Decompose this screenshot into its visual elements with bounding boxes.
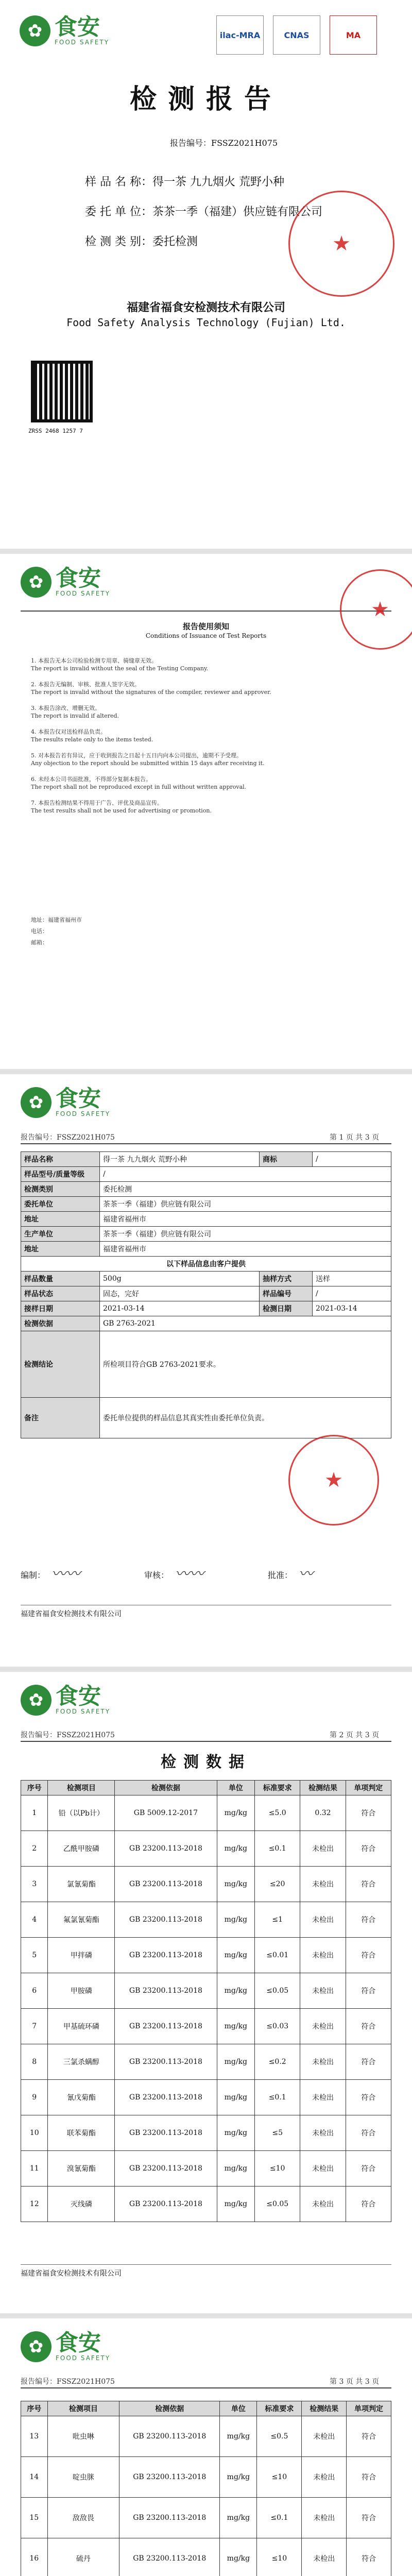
table-header-cell: 单项判定 — [347, 2401, 391, 2416]
table-cell: mg/kg — [217, 2151, 254, 2187]
test-data-title: 检测数据 — [161, 1753, 251, 1771]
table-cell: mg/kg — [217, 1902, 254, 1938]
table-cell: 符合 — [347, 2457, 391, 2498]
table-header-cell: 检测依据 — [119, 2401, 220, 2416]
table-header-cell: 单位 — [217, 1781, 254, 1795]
table-cell: mg/kg — [217, 1973, 254, 2009]
table-cell: 未检出 — [300, 2187, 346, 2222]
report-number: 报告编号：FSSZ2021H075 — [170, 138, 278, 148]
logo-mark-icon: ✿ — [21, 567, 52, 598]
table-cell: 吡虫啉 — [47, 2416, 119, 2457]
table-cell: 1 — [21, 1795, 48, 1831]
table-cell: ≤0.05 — [255, 1973, 300, 2009]
page-number: 第 2 页 共 3 页 — [330, 1731, 380, 1739]
table-cell: 甲胺磷 — [48, 1973, 115, 2009]
table-cell: ≤0.1 — [255, 1831, 300, 1867]
page-logo: ✿ 食安 FOOD SAFETY — [21, 1685, 110, 1716]
logo-mark-icon: ✿ — [21, 1087, 52, 1118]
table-cell: GB 23200.113-2018 — [115, 1973, 217, 2009]
table-cell: mg/kg — [220, 2457, 257, 2498]
table-cell: GB 23200.113-2018 — [115, 2151, 217, 2187]
table-cell: GB 23200.113-2018 — [115, 1831, 217, 1867]
table-cell: 甲基硫环磷 — [48, 2009, 115, 2044]
table-cell: 氟氯氰菊酯 — [48, 1902, 115, 1938]
table-cell: 符合 — [346, 1795, 391, 1831]
table-cell: 未检出 — [302, 2538, 347, 2576]
notice-contact: 地址：福建省福州市 电话： 邮箱： — [31, 917, 82, 946]
cover-page — [0, 0, 412, 549]
notice-title-en: Conditions of Issuance of Test Reports — [145, 632, 267, 639]
table-cell: 氰戊菊酯 — [48, 2080, 115, 2115]
table-cell: 铅（以Pb计） — [48, 1795, 115, 1831]
table-header-cell: 标准要求 — [255, 1781, 300, 1795]
table-header-cell: 检测项目 — [47, 2401, 119, 2416]
test-data-table — [21, 1780, 391, 2222]
table-cell: 未检出 — [300, 2151, 346, 2187]
test-data-page — [0, 1672, 412, 2313]
table-cell: 符合 — [347, 2416, 391, 2457]
table-cell: ≤0.01 — [255, 1938, 300, 1973]
table-cell: ≤20 — [255, 1867, 300, 1902]
page-report-number: 报告编号：FSSZ2021H075 — [21, 2378, 115, 2386]
table-cell: mg/kg — [220, 2538, 257, 2576]
page-report-number: 报告编号：FSSZ2021H075 — [21, 1731, 115, 1739]
table-cell: 敌敌畏 — [47, 2498, 119, 2538]
sample-info-page — [0, 1074, 412, 1667]
table-row — [21, 2538, 391, 2576]
cnas-badge: CNAS — [273, 15, 320, 55]
table-header-cell: 标准要求 — [257, 2401, 302, 2416]
table-cell: ≤0.05 — [255, 2187, 300, 2222]
table-cell: 8 — [21, 2044, 48, 2080]
table-cell: GB 23200.113-2018 — [115, 2115, 217, 2151]
signature-compile-handwriting: 〰〰 — [52, 1565, 81, 1582]
table-row — [21, 2498, 391, 2538]
table-cell: 未检出 — [300, 1902, 346, 1938]
table-cell: 符合 — [346, 1831, 391, 1867]
sample-table: 样品名称 得一茶 九九烟火 荒野小种 商标 / 样品型号/质量等级 / 检测类别 委托检测 委托单位 茶茶一季（福建）供应链有限公司 地址 福建省福州市 生产单位 茶茶一季（福建）供应链有限公司 地址 福建省福州市 以下样品信息由客户提供 样品数量 500g 抽样方式 送样 样品状态 固态，完好 样品编号 / 接样日期 2021-03-14 检测日期 2021-03-14 检测依据 GB 2763-2021 检测结论 所检项目符合GB 2763-2021要求。 备注 委托单位提供的样品信息其真实性由委托单位负责。 — [21, 1151, 391, 1438]
ilac-mra-badge: ilac-MRA — [216, 15, 264, 55]
table-cell: 符合 — [346, 1973, 391, 2009]
table-cell: ≤5 — [255, 2115, 300, 2151]
table-cell: 未检出 — [300, 2115, 346, 2151]
table-cell: 13 — [21, 2416, 48, 2457]
table-cell: ≤0.1 — [257, 2498, 302, 2538]
table-cell: GB 23200.113-2018 — [119, 2416, 220, 2457]
table-cell: GB 23200.113-2018 — [115, 1938, 217, 1973]
table-cell: mg/kg — [217, 1938, 254, 1973]
table-cell: 啶虫脒 — [47, 2457, 119, 2498]
table-cell: ≤0.1 — [255, 2080, 300, 2115]
table-cell: 未检出 — [300, 2044, 346, 2080]
table-row — [21, 2457, 391, 2498]
signature-compile: 编制： — [21, 1570, 46, 1580]
table-row — [21, 2115, 391, 2151]
table-cell: 11 — [21, 2151, 48, 2187]
table-header-cell: 序号 — [21, 1781, 48, 1795]
table-cell: 未检出 — [302, 2498, 347, 2538]
table-cell: 符合 — [346, 2151, 391, 2187]
table-cell: mg/kg — [217, 2080, 254, 2115]
table-cell: mg/kg — [217, 2009, 254, 2044]
table-cell: GB 23200.113-2018 — [119, 2498, 220, 2538]
table-cell: 三氯杀螨醇 — [48, 2044, 115, 2080]
notice-body: 1. 本报告无本公司检验检测专用章、骑缝章无效。 The report is invalid without the seal of the Testing Company. 2. 本报告无编制、审核、批准人签字无效。 The report is invalid without the signatures of the compiler, reviewer and approver. 3. 本报告涂改、增删无效。 The report is invalid if altered. 4. 本报告仅对送检样品负责。 The results relate only to the items tested. 5. 对本报告若有异议，应于收到报告之日起十五日内向本公司提出，逾期不予受理。 Any objection to the report should be submitted within 15 days after receiving it. 6. 未经本公司书面批准，不得部分复制本报告。 The report shall not be reproduced except in full without written approval. 7. 本报告检测结果不得用于广告、评优及商品宣传。 The test results shall not be used for advertising or promotion. — [31, 657, 271, 814]
table-cell: 未检出 — [300, 1831, 346, 1867]
table-cell: 符合 — [346, 2115, 391, 2151]
table-cell: mg/kg — [217, 1831, 254, 1867]
table-cell: 未检出 — [302, 2457, 347, 2498]
test-data-page-2 — [0, 2318, 412, 2576]
qr-caption: ZRSS 2468 1257 7 — [28, 428, 83, 434]
table-cell: 未检出 — [300, 2080, 346, 2115]
table-cell: 4 — [21, 1902, 48, 1938]
table-row — [21, 1973, 391, 2009]
table-cell: 10 — [21, 2115, 48, 2151]
table-cell: mg/kg — [220, 2416, 257, 2457]
table-cell: 乙酰甲胺磷 — [48, 1831, 115, 1867]
table-cell: 0.32 — [300, 1795, 346, 1831]
table-row — [21, 2416, 391, 2457]
table-row — [21, 1831, 391, 1867]
table-cell: mg/kg — [217, 2115, 254, 2151]
report-title: 检测报告 — [129, 84, 282, 115]
table-row — [21, 1938, 391, 1973]
table-header-cell: 序号 — [21, 2401, 48, 2416]
table-cell: 符合 — [347, 2498, 391, 2538]
table-cell: 6 — [21, 1973, 48, 2009]
cma-badge: MA — [330, 15, 377, 55]
table-cell: 14 — [21, 2457, 48, 2498]
sample-name-field: 样 品 名 称：得一茶 九九烟火 荒野小种 — [85, 176, 284, 189]
table-row — [21, 2151, 391, 2187]
notice-page — [0, 554, 412, 1069]
table-cell: mg/kg — [217, 2187, 254, 2222]
table-cell: 2 — [21, 1831, 48, 1867]
page-footer: 福建省福食安检测技术有限公司 — [21, 1605, 391, 1619]
org-name-cn: 福建省福食安检测技术有限公司 — [126, 301, 285, 314]
table-cell: mg/kg — [217, 1795, 254, 1831]
table-cell: 16 — [21, 2538, 48, 2576]
table-cell: GB 5009.12-2017 — [115, 1795, 217, 1831]
table-cell: 联苯菊酯 — [48, 2115, 115, 2151]
table-cell: 符合 — [347, 2538, 391, 2576]
table-cell: 符合 — [346, 1867, 391, 1902]
table-row — [21, 2080, 391, 2115]
table-cell: mg/kg — [217, 2044, 254, 2080]
table-header-cell: 检测结果 — [300, 1781, 346, 1795]
table-row — [21, 1902, 391, 1938]
test-type-field: 检 测 类 别：委托检测 — [85, 235, 198, 248]
page-logo: ✿ 食安 FOOD SAFETY — [21, 2331, 110, 2362]
table-cell: GB 23200.113-2018 — [115, 2044, 217, 2080]
table-cell: 甲拌磷 — [48, 1938, 115, 1973]
table-cell: GB 23200.113-2018 — [115, 2009, 217, 2044]
table-cell: 未检出 — [300, 2009, 346, 2044]
page-number: 第 1 页 共 3 页 — [330, 1133, 380, 1142]
table-cell: mg/kg — [217, 1867, 254, 1902]
table-cell: 未检出 — [302, 2416, 347, 2457]
table-cell: 3 — [21, 1867, 48, 1902]
table-header-cell: 检测结果 — [302, 2401, 347, 2416]
logo-mark-icon: ✿ — [20, 15, 50, 46]
table-cell: 未检出 — [300, 1938, 346, 1973]
company-logo: ✿ 食安 FOOD SAFETY — [20, 15, 109, 46]
table-header-cell: 检测项目 — [48, 1781, 115, 1795]
table-cell: 未检出 — [300, 1867, 346, 1902]
signature-review: 审核： — [144, 1570, 169, 1580]
table-cell: GB 23200.113-2018 — [119, 2457, 220, 2498]
table-cell: 7 — [21, 2009, 48, 2044]
table-cell: 硫丹 — [47, 2538, 119, 2576]
notice-logo: ✿ 食安 FOOD SAFETY — [21, 567, 110, 598]
table-cell: ≤5.0 — [255, 1795, 300, 1831]
table-header-cell: 单位 — [220, 2401, 257, 2416]
table-cell: ≤10 — [255, 2151, 300, 2187]
page-footer: 福建省福食安检测技术有限公司 — [21, 2264, 391, 2278]
table-cell: ≤1 — [255, 1902, 300, 1938]
table-cell: 符合 — [346, 2044, 391, 2080]
table-header-cell: 检测依据 — [115, 1781, 217, 1795]
table-cell: 氯氰菊酯 — [48, 1867, 115, 1902]
org-name-en: Food Safety Analysis Technology (Fujian) Ltd. — [66, 316, 346, 329]
page-logo: ✿ 食安 FOOD SAFETY — [21, 1087, 110, 1118]
table-cell: ≤0.5 — [257, 2416, 302, 2457]
test-data-table-2 — [21, 2401, 391, 2576]
table-cell: 溴氰菊酯 — [48, 2151, 115, 2187]
qr-code — [31, 361, 93, 422]
cover-fields — [85, 167, 322, 257]
table-cell: GB 23200.113-2018 — [115, 1902, 217, 1938]
table-cell: mg/kg — [220, 2498, 257, 2538]
page-report-number: 报告编号：FSSZ2021H075 — [21, 1133, 115, 1142]
client-field: 委 托 单 位：茶茶一季（福建）供应链有限公司 — [85, 206, 322, 218]
table-cell: ≤10 — [257, 2538, 302, 2576]
table-row — [21, 2044, 391, 2080]
notice-title-cn: 报告使用须知 — [182, 622, 229, 631]
table-cell: 符合 — [346, 2187, 391, 2222]
table-row — [21, 2187, 391, 2222]
table-cell: GB 23200.113-2018 — [115, 2080, 217, 2115]
logo-mark-icon: ✿ — [21, 2331, 52, 2362]
logo-mark-icon: ✿ — [21, 1685, 52, 1716]
table-cell: 12 — [21, 2187, 48, 2222]
notice-seal: ★ — [340, 569, 412, 650]
table-cell: ≤10 — [257, 2457, 302, 2498]
signature-review-handwriting: 〰〰 — [175, 1565, 204, 1582]
signature-approve-handwriting: 〰 — [299, 1565, 314, 1582]
table-cell: ≤0.2 — [255, 2044, 300, 2080]
table-cell: GB 23200.113-2018 — [119, 2538, 220, 2576]
inspection-seal: ★ — [288, 1435, 379, 1526]
table-cell: 未检出 — [300, 1973, 346, 2009]
table-row — [21, 1795, 391, 1831]
table-row — [21, 2009, 391, 2044]
table-cell: 9 — [21, 2080, 48, 2115]
company-seal: ★ — [288, 191, 394, 297]
table-cell: 灭线磷 — [48, 2187, 115, 2222]
table-header-cell: 单项判定 — [346, 1781, 391, 1795]
table-cell: 15 — [21, 2498, 48, 2538]
table-cell: ≤0.03 — [255, 2009, 300, 2044]
table-row — [21, 1867, 391, 1902]
page-number: 第 3 页 共 3 页 — [330, 2378, 380, 2386]
table-cell: 符合 — [346, 1938, 391, 1973]
table-cell: 符合 — [346, 1902, 391, 1938]
table-cell: 5 — [21, 1938, 48, 1973]
table-cell: 符合 — [346, 2009, 391, 2044]
signature-approve: 批准： — [268, 1570, 293, 1580]
table-cell: GB 23200.113-2018 — [115, 2187, 217, 2222]
table-cell: GB 23200.113-2018 — [115, 1867, 217, 1902]
table-cell: 符合 — [346, 2080, 391, 2115]
